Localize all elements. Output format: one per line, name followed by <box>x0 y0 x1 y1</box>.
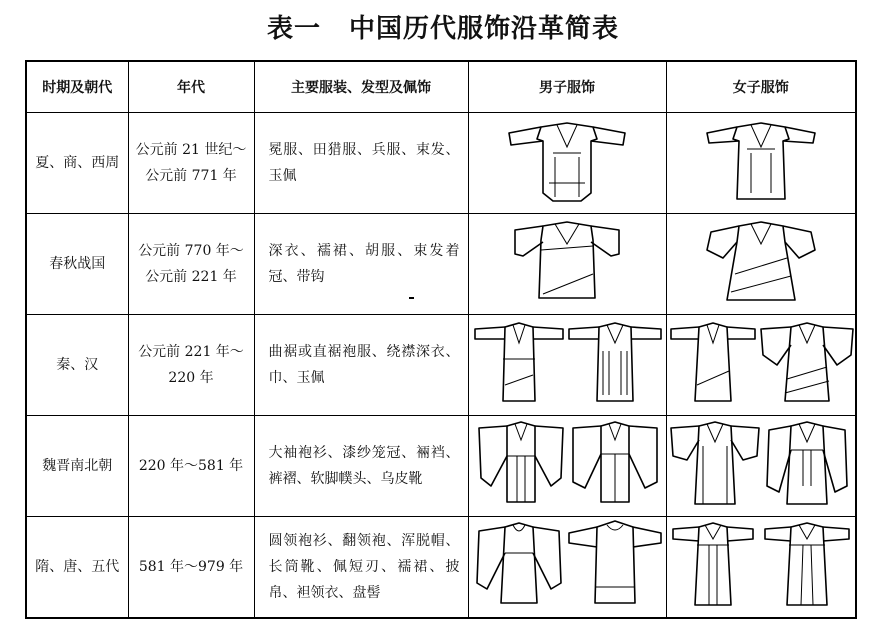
tang-female-dress-icon <box>667 517 855 613</box>
male-costume-cell <box>468 113 666 214</box>
years-cell <box>128 113 254 214</box>
table-row <box>26 315 856 416</box>
years-line: 公元前 221 年～ <box>138 344 244 360</box>
ancient-female-robe-icon <box>667 113 855 209</box>
wide-sleeve-female-robes-icon <box>667 416 855 512</box>
period-cell: 春秋战国 <box>26 214 128 315</box>
female-costume-cell <box>666 315 856 416</box>
years-cell <box>128 416 254 517</box>
period-cell: 秦、汉 <box>26 315 128 416</box>
wide-sleeve-male-robes-icon <box>469 416 665 512</box>
table-row <box>26 416 856 517</box>
female-costume-cell <box>666 517 856 619</box>
male-costume-cell <box>468 315 666 416</box>
years-line: 581 年～979 年 <box>138 559 244 575</box>
header-period: 时期及朝代 <box>26 61 128 113</box>
ancient-male-robe-icon <box>469 113 665 209</box>
header-years: 年代 <box>128 61 254 113</box>
deep-robe-male-icon <box>469 214 665 310</box>
period-cell: 隋、唐、五代 <box>26 517 128 619</box>
header-male: 男子服饰 <box>468 61 666 113</box>
years-line: 公元前 770 年～ <box>138 243 244 259</box>
costume-history-table <box>25 60 857 619</box>
items-cell: 曲裾或直裾袍服、绕襟深衣、巾、玉佩 <box>254 315 468 416</box>
table-row <box>26 214 856 315</box>
qin-han-male-robes-icon <box>469 315 665 411</box>
items-cell: 深衣、襦裙、胡服、束发着冠、带钩 <box>254 214 468 315</box>
years-line: 220 年 <box>168 370 214 386</box>
round-collar-male-robes-icon <box>469 517 665 613</box>
years-cell <box>128 517 254 619</box>
table-row <box>26 113 856 214</box>
print-speck <box>409 297 414 299</box>
period-cell: 魏晋南北朝 <box>26 416 128 517</box>
header-row <box>26 61 856 113</box>
female-costume-cell <box>666 416 856 517</box>
years-line: 220 年～581 年 <box>138 458 244 474</box>
qin-han-female-robes-icon <box>667 315 855 411</box>
years-cell <box>128 214 254 315</box>
items-cell: 大袖袍衫、漆纱笼冠、裲裆、裤褶、软脚幞头、乌皮靴 <box>254 416 468 517</box>
female-costume-cell <box>666 113 856 214</box>
items-cell: 圆领袍衫、翻领袍、浑脱帽、长筒靴、佩短刃、襦裙、披帛、袒领衣、盘髻 <box>254 517 468 619</box>
header-items: 主要服装、发型及佩饰 <box>254 61 468 113</box>
male-costume-cell <box>468 416 666 517</box>
years-line: 公元前 221 年 <box>145 269 237 285</box>
items-cell: 冕服、田猎服、兵服、束发、玉佩 <box>254 113 468 214</box>
years-cell <box>128 315 254 416</box>
header-female: 女子服饰 <box>666 61 856 113</box>
female-costume-cell <box>666 214 856 315</box>
table-title <box>0 8 886 45</box>
years-line: 公元前 21 世纪～ <box>135 142 247 158</box>
table-row <box>26 517 856 619</box>
table-title-text: 中国历代服饰沿革简表 <box>349 14 620 44</box>
deep-robe-female-icon <box>667 214 855 310</box>
male-costume-cell <box>468 517 666 619</box>
years-line: 公元前 771 年 <box>145 168 237 184</box>
period-cell: 夏、商、西周 <box>26 113 128 214</box>
table-number: 表一 <box>266 14 321 44</box>
male-costume-cell <box>468 214 666 315</box>
